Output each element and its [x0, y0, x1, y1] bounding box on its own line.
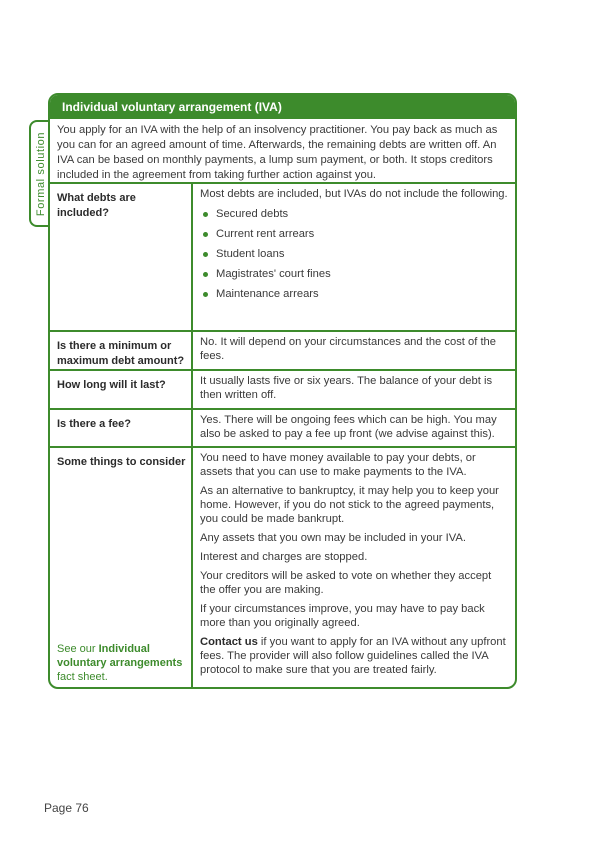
iva-info-box [48, 93, 517, 689]
page-number: Page 76 [44, 801, 89, 815]
fact-sheet-link[interactable]: Individual voluntary arrangements [57, 643, 183, 669]
row-text: Yes. There will be ongoing fees which can be high. You may also be asked to pay a fee up front (we advise against this). [200, 414, 497, 440]
table-row [50, 448, 515, 687]
row-text: No. It will depend on your circumstances and the cost of the fees. [200, 336, 497, 362]
row-label: Is there a minimum or maximum debt amount? [50, 332, 193, 369]
see-prefix: See our [57, 643, 99, 655]
list-item: Current rent arrears [200, 227, 509, 247]
list-item: Secured debts [200, 207, 509, 227]
row-text: It usually lasts five or six years. The balance of your debt is then written off. [200, 375, 493, 401]
consider-paragraph: You need to have money available to pay your debts, or assets that you can use to make payments to the IVA. [200, 452, 476, 478]
list-item: Magistrates' court fines [200, 267, 509, 287]
contact-us-link[interactable]: Contact us [200, 636, 258, 648]
row-label: Is there a fee? [50, 410, 193, 446]
table-row [50, 184, 515, 332]
row-label-cell [50, 448, 193, 687]
formal-solution-label: Formal solution [35, 131, 47, 216]
row-content [193, 448, 515, 687]
consider-paragraph: Any assets that you own may be included in your IVA. [200, 532, 466, 544]
table-row [50, 410, 515, 448]
contact-text: if you want to apply for an IVA without any upfront fees. The provider will also follow guidelines called the IVA protocol to make sure that you are treated fairly. [200, 636, 506, 676]
row-label: Some things to consider [57, 456, 186, 468]
row-label: How long will it last? [50, 371, 193, 408]
table-row [50, 371, 515, 410]
excluded-debts-list [200, 207, 509, 307]
row-label: What debts are included? [50, 184, 193, 330]
table-row [50, 332, 515, 371]
contact-paragraph [200, 635, 509, 677]
intro-text: You apply for an IVA with the help of an insolvency practitioner. You pay back as much as you can for an agreed amount of time. Afterwards, the remaining debts are written off. An IVA can be based on monthly payments, a lump sum payment, or both. It stops creditors included in the agreement from taking further action against you. [50, 119, 515, 184]
row-content [193, 184, 515, 330]
consider-paragraph: As an alternative to bankruptcy, it may help you to keep your home. However, if you do not stick to the agreed payments, you could be made bankrupt. [200, 485, 499, 525]
row-text: Most debts are included, but IVAs do not include the following. [200, 188, 508, 200]
consider-paragraph: If your circumstances improve, you may have to pay back more than you originally agreed. [200, 603, 485, 629]
box-title: Individual voluntary arrangement (IVA) [50, 95, 515, 119]
list-item: Maintenance arrears [200, 287, 509, 307]
list-item: Student loans [200, 247, 509, 267]
fact-sheet-note [57, 642, 190, 684]
consider-paragraph: Your creditors will be asked to vote on whether they accept the offer you are making. [200, 570, 492, 596]
see-suffix: fact sheet. [57, 671, 108, 683]
consider-paragraph: Interest and charges are stopped. [200, 551, 368, 563]
